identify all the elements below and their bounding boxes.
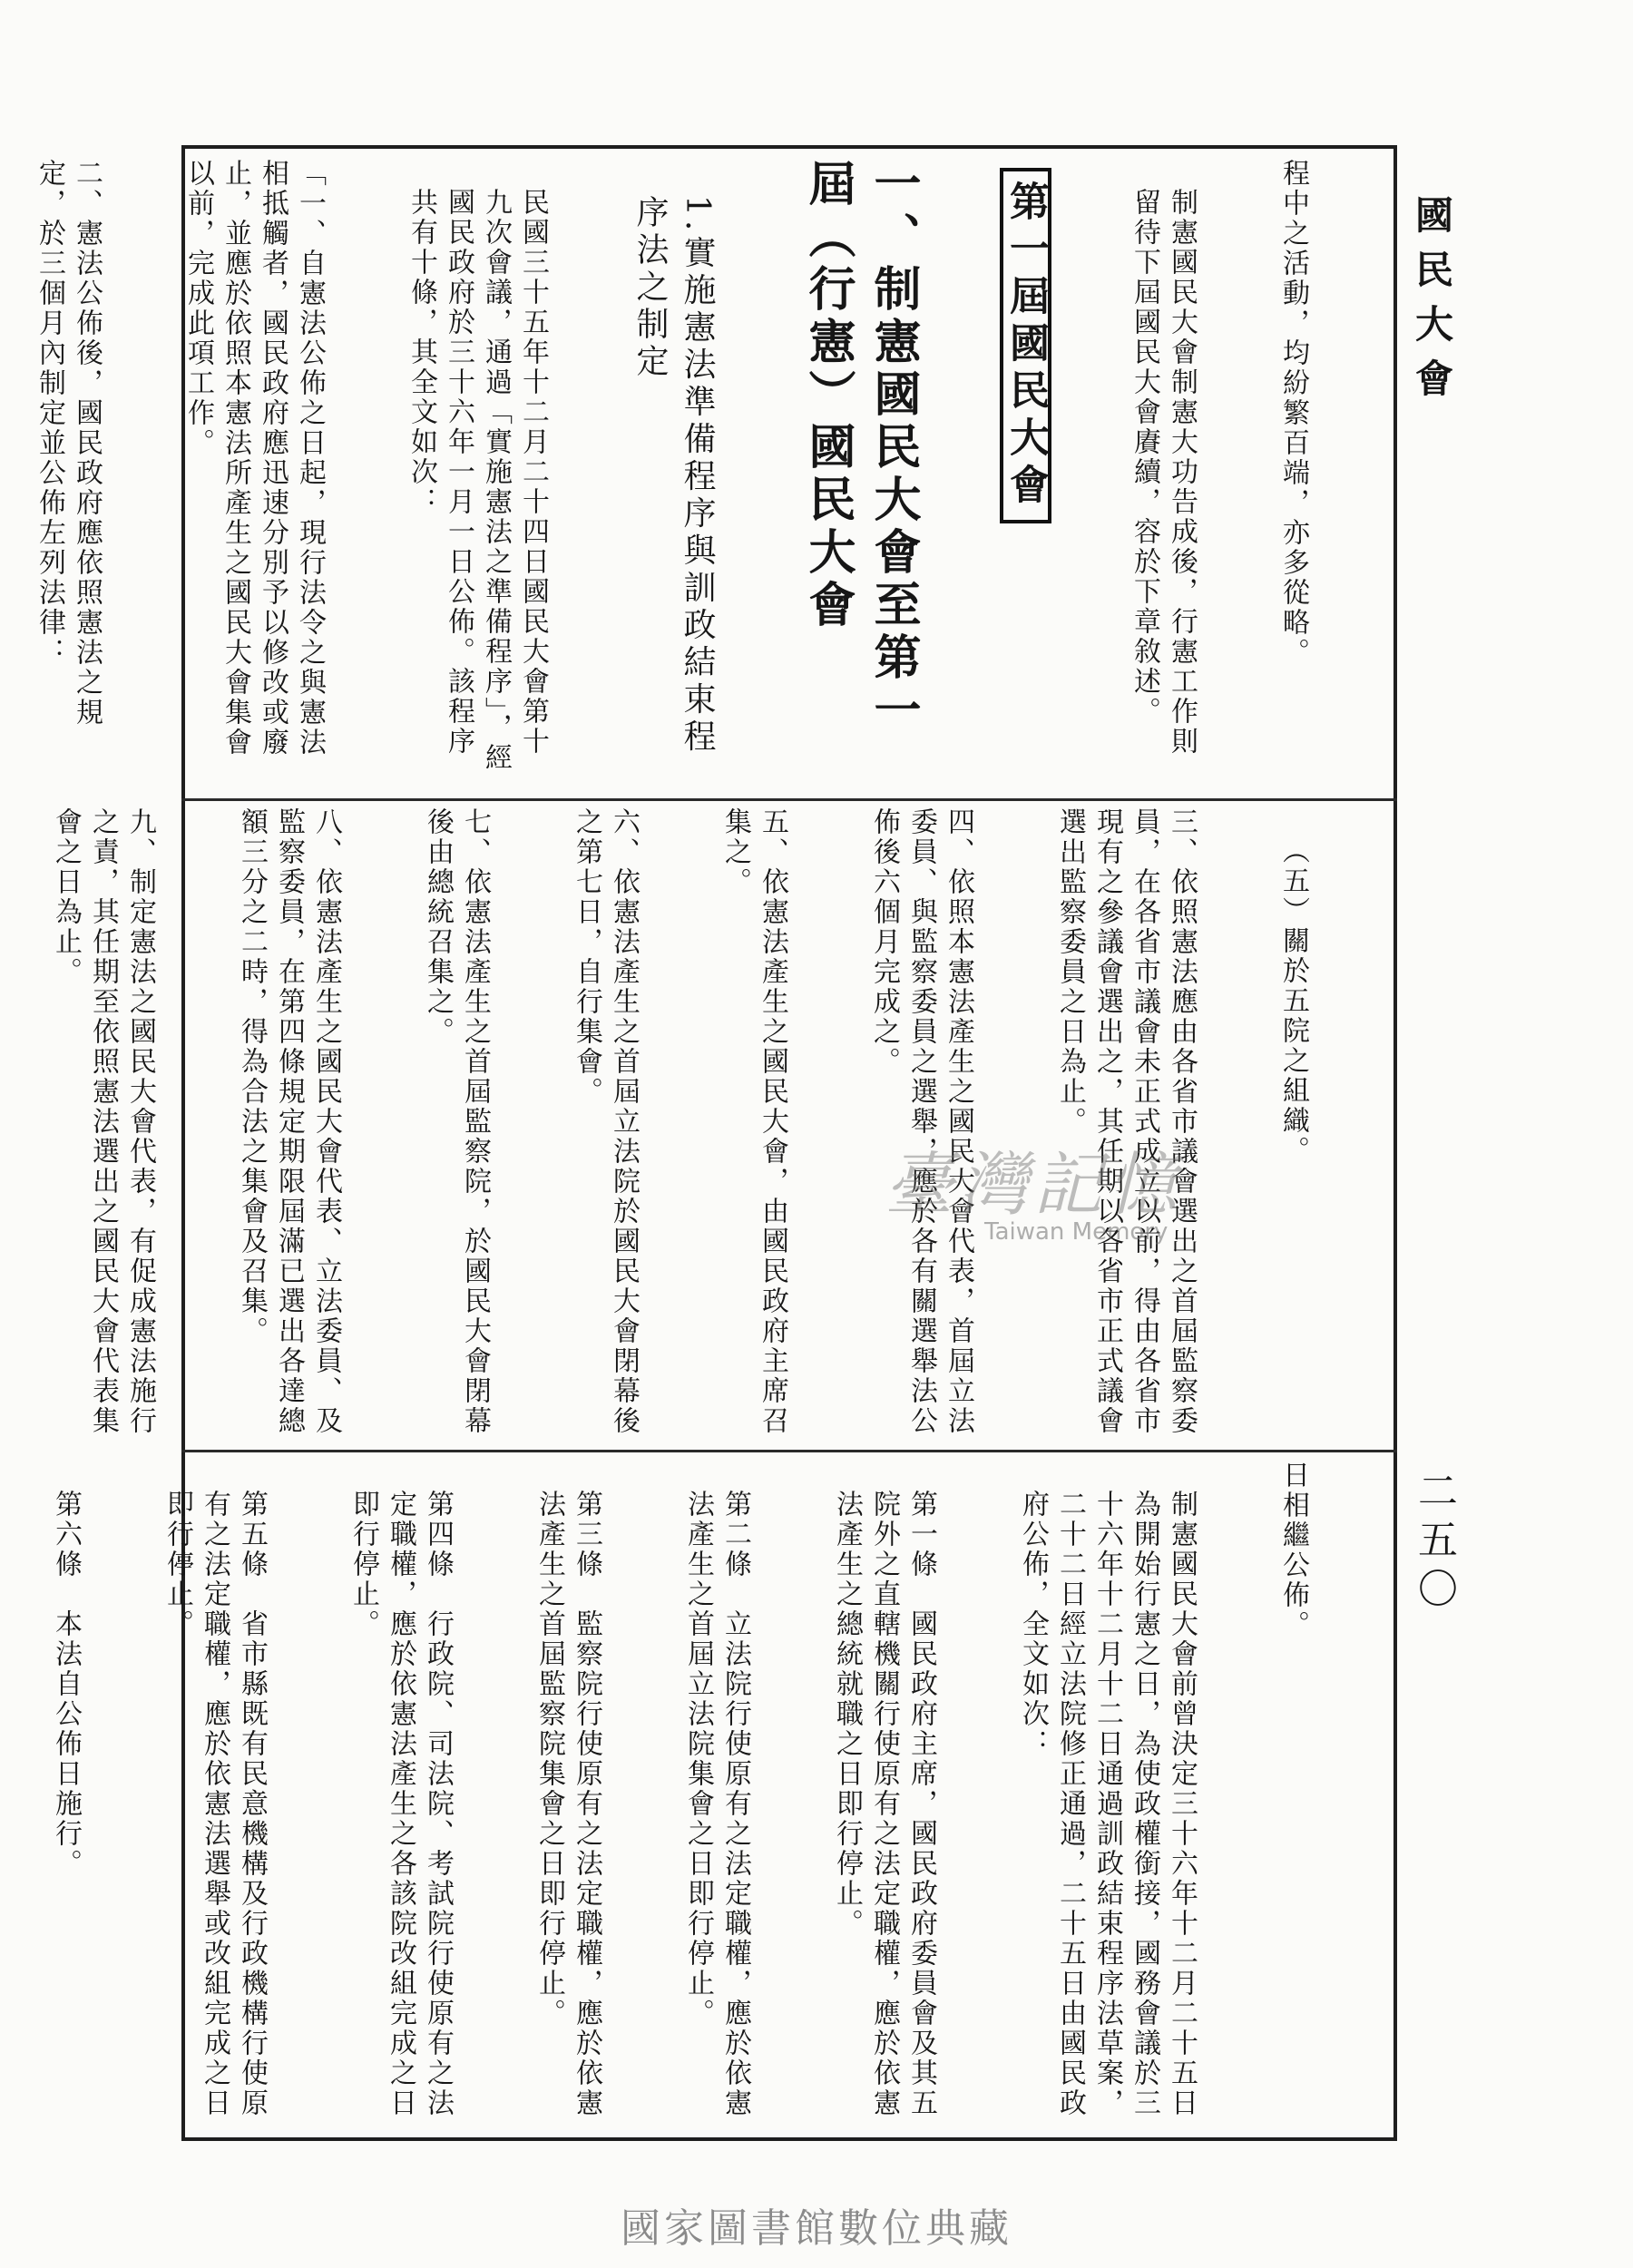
section-title: 一、制憲國民大會至第一屆（行憲）國民大會 bbox=[800, 159, 920, 738]
running-title: 國民大會 bbox=[1410, 195, 1454, 413]
list-item: （五）關於五院之組織。 bbox=[1277, 836, 1309, 1166]
article: 第五條 省市縣既有民意機構及行政機構行使原有之法定職權，應於依憲法選舉或改組完成之日即行停止。 bbox=[161, 1490, 268, 2118]
paragraph: 制憲國民大會前曾決定三十六年十二月二十五日為開始行憲之日，為使政權銜接，國務會議於三十六年十二月十二日通過訓政結束程序法草案，二十二日經立法院修正通過，二十五日由國民政府公佈，全文如次： bbox=[1017, 1490, 1198, 2118]
paragraph: 三、依照憲法應由各省市議會選出之首屆監察委員，在各省市議會未正式成立以前，得由各省市現有之參議會選出之，其任期以各省市正式議會選出監察委員之日為止。 bbox=[1054, 807, 1198, 1436]
paragraph: 九、制定憲法之國民大會代表，有促成憲法施行之責，其任期至依照憲法選出之國民大會代表集會之日為止。 bbox=[50, 807, 156, 1436]
paragraph: 二、憲法公佈後，國民政府應依照憲法之規定，於三個月內制定並公佈左列法律： bbox=[34, 159, 103, 728]
article: 第六條 本法自公佈日施行。 bbox=[50, 1490, 82, 1879]
paragraph: 「一、自憲法公佈之日起，現行法令之與憲法相抵觸者，國民政府應迅速分別予以修改或廢止，並應於依照本憲法所產生之國民大會集會以前，完成此項工作。 bbox=[182, 159, 326, 758]
article: 第一條 國民政府主席，國民政府委員會及其五院外之直轄機關行使原有之法定職權，應於依憲法產生之總統就職之日即行停止。 bbox=[831, 1490, 937, 2118]
footer-collection-label: 國家圖書館數位典藏 bbox=[621, 2205, 1012, 2252]
paragraph: 六、依憲法產生之首屆立法院於國民大會閉幕後之第七日，自行集會。 bbox=[571, 807, 640, 1436]
page-number: 二五〇 bbox=[1411, 1470, 1457, 1617]
paragraph: 民國三十五年十二月二十四日國民大會第十九次會議，通過「實施憲法之準備程序」，經國民政府於三十六年一月一日公佈。該程序共有十條，其全文如次： bbox=[406, 188, 549, 773]
watermark-logo-text: 臺灣記憶 bbox=[885, 1144, 1182, 1225]
text-band-bottom bbox=[50, 1461, 1386, 2127]
paragraph: 四、依照本憲法產生之國民大會代表，首屆立法委員、與監察委員之選舉，應於各有關選舉法公佈後六個月完成之。 bbox=[868, 807, 974, 1436]
article: 第四條 行政院、司法院、考試院行使原有之法定職權，應於依憲法產生之各該院改組完成之日即行停止。 bbox=[347, 1490, 454, 2118]
paragraph: 七、依憲法產生之首屆監察院，於國民大會閉幕後由總統召集之。 bbox=[422, 807, 491, 1436]
watermark-logo-subtext: Taiwan Memory bbox=[984, 1218, 1169, 1246]
text-band-top bbox=[34, 159, 1386, 785]
paragraph: 日相繼公佈。 bbox=[1277, 1461, 1309, 1640]
article: 第三條 監察院行使原有之法定職權，應於依憲法產生之首屆監察院集會之日即行停止。 bbox=[533, 1490, 602, 2118]
article: 第二條 立法院行使原有之法定職權，應於依憲法產生之首屆立法院集會之日即行停止。 bbox=[682, 1490, 751, 2118]
band-divider-top bbox=[181, 798, 1397, 801]
intro-paragraph: 程中之活動，均紛繁百端，亦多從略。 bbox=[1277, 159, 1309, 668]
item-title: 1.實施憲法準備程序與訓政結束程序法之制定 bbox=[631, 195, 716, 757]
intro-paragraph: 制憲國民大會制憲大功告成後，行憲工作則留待下屆國民大會賡續，容於下章敘述。 bbox=[1129, 188, 1198, 757]
text-band-middle bbox=[50, 807, 1386, 1438]
paragraph: 五、依憲法產生之國民大會，由國民政府主席召集之。 bbox=[719, 807, 788, 1436]
paragraph: 八、依憲法產生之國民大會代表、立法委員、及監察委員，在第四條規定期限屆滿已選出各達總額三分之二時，得為合法之集會及召集。 bbox=[236, 807, 342, 1436]
chapter-title: 第一屆國民大會 bbox=[1000, 168, 1051, 523]
band-divider-bottom bbox=[181, 1450, 1397, 1452]
